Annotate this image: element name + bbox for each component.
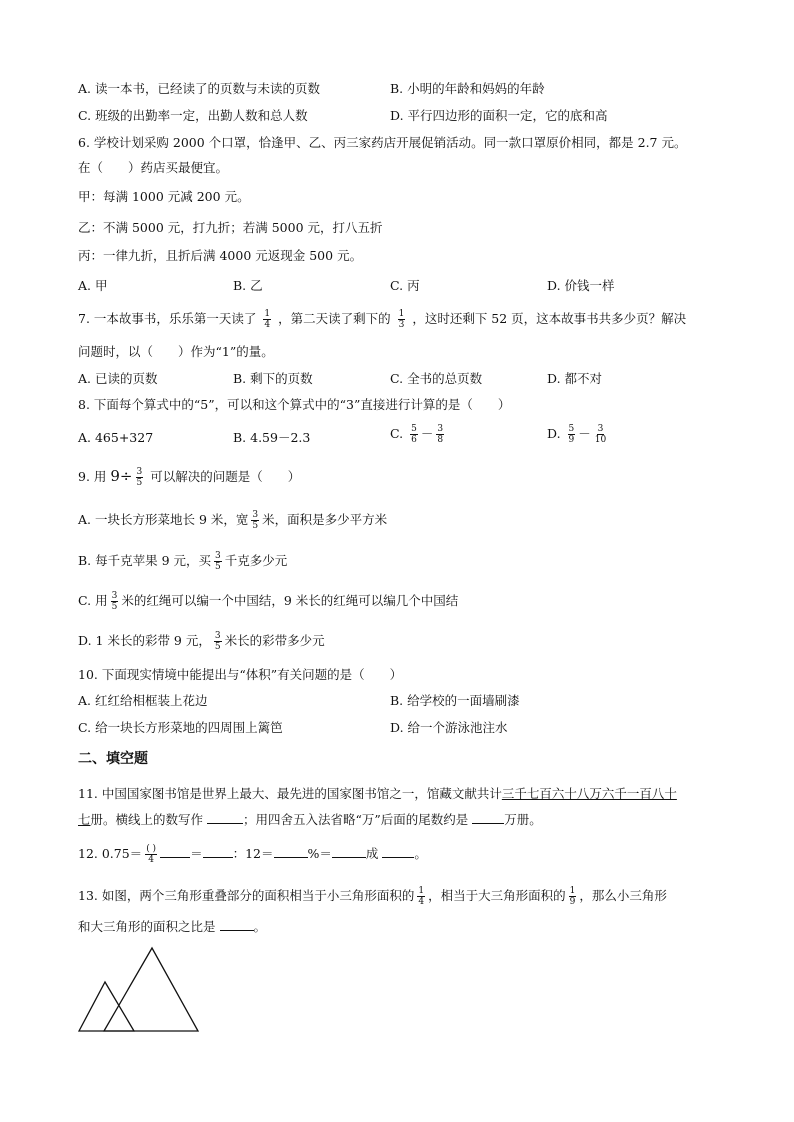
q9-expression: 9÷ <box>110 467 133 485</box>
q5-option-d: D. 平行四边形的面积一定，它的底和高 <box>390 108 608 123</box>
q7-text-3: ，这时还剩下 52 页，这本故事书共多少页？解决 <box>412 311 687 326</box>
q12-blank-1[interactable] <box>160 857 190 858</box>
q7-option-c: C. 全书的总页数 <box>390 371 483 386</box>
q6-option-b: B. 乙 <box>233 278 263 293</box>
q13-fraction-2: $\frac{1}{9}$ <box>569 886 576 907</box>
q13-fraction-1: $\frac{1}{4}$ <box>418 886 425 907</box>
q8-option-c: C. $\frac{5}{6}$ － $\frac{3}{8}$ <box>390 424 444 445</box>
overlapping-triangles-figure <box>74 944 204 1036</box>
q6-store-jia: 甲：每满 1000 元减 200 元。 <box>78 189 250 204</box>
q11-underlined-number: 三千七百六十八万六千一百八十 <box>501 786 677 801</box>
q9-a-fraction: $\frac{3}{5}$ <box>252 510 259 531</box>
q12-blank-4[interactable] <box>332 857 366 858</box>
q10-option-d: D. 给一个游泳池注水 <box>390 720 508 735</box>
q8-option-d: D. $\frac{5}{9}$ － $\frac{3}{10}$ <box>547 424 607 445</box>
q12-stem: 12. 0.75＝ $\frac{( )}{4}$ ＝ ：12＝ %＝ 成 。 <box>78 844 427 865</box>
q5-option-c: C. 班级的出勤率一定，出勤人数和总人数 <box>78 108 308 123</box>
q7-stem-line2: 问题时，以（ ）作为“1”的量。 <box>78 344 274 359</box>
q12-fraction: $\frac{( )}{4}$ <box>146 844 157 865</box>
q6-option-d: D. 价钱一样 <box>547 278 615 293</box>
q9-d-fraction: $\frac{3}{5}$ <box>214 631 221 652</box>
q7-option-a: A. 已读的页数 <box>78 371 158 386</box>
q11-stem-line2: 七册。横线上的数写作 ；用四舍五入法省略“万”后面的尾数约是 万册。 <box>78 812 542 827</box>
q13-answer-blank[interactable] <box>220 930 254 931</box>
q10-option-b: B. 给学校的一面墙刷漆 <box>390 693 520 708</box>
q6-store-bing: 丙：一律九折，且折后满 4000 元返现金 500 元。 <box>78 248 363 263</box>
q8-d-fraction-2: $\frac{3}{10}$ <box>594 424 607 445</box>
q9-fraction: $\frac{3}{5}$ <box>136 467 143 488</box>
large-triangle <box>104 948 198 1031</box>
q7-option-b: B. 剩下的页数 <box>233 371 313 386</box>
small-triangle <box>79 982 134 1031</box>
q6-stem-line1: 6. 学校计划采购 2000 个口罩，恰逢甲、乙、丙三家药店开展促销活动。同一款口罩原价相同，都是 2.7 元。 <box>78 135 687 150</box>
q7-text-1: 7. 一本故事书，乐乐第一天读了 <box>78 311 257 326</box>
q6-option-a: A. 甲 <box>78 278 108 293</box>
q12-blank-3[interactable] <box>274 857 308 858</box>
q9-stem: 9. 用 9÷ $\frac{3}{5}$ 可以解决的问题是（ ） <box>78 467 301 488</box>
q11-answer-blank-2[interactable] <box>472 823 504 824</box>
section-heading-fill-in: 二、填空题 <box>78 751 148 767</box>
q6-option-c: C. 丙 <box>390 278 420 293</box>
q6-store-yi: 乙：不满 5000 元，打九折；若满 5000 元，打八五折 <box>78 220 383 235</box>
q6-stem-line2: 在（ ）药店买最便宜。 <box>78 160 229 175</box>
q9-option-b: B. 每千克苹果 9 元，买 $\frac{3}{5}$ 千克多少元 <box>78 551 288 572</box>
q10-option-c: C. 给一块长方形菜地的四周围上篱笆 <box>78 720 283 735</box>
q8-c-fraction-2: $\frac{3}{8}$ <box>437 424 444 445</box>
q5-option-b: B. 小明的年龄和妈妈的年龄 <box>390 81 545 96</box>
q7-option-d: D. 都不对 <box>547 371 603 386</box>
q9-c-fraction: $\frac{3}{5}$ <box>111 591 118 612</box>
q9-option-a: A. 一块长方形菜地长 9 米，宽 $\frac{3}{5}$ 米，面积是多少平方米 <box>78 510 388 531</box>
q7-text-2: ，第二天读了剩下的 <box>278 311 391 326</box>
q9-option-c: C. 用 $\frac{3}{5}$ 米的红绳可以编一个中国结，9 米长的红绳可以编几个中国结 <box>78 591 459 612</box>
q9-option-d: D. 1 米长的彩带 9 元， $\frac{3}{5}$ 米长的彩带多少元 <box>78 631 325 652</box>
q9-b-fraction: $\frac{3}{5}$ <box>215 551 221 572</box>
q11-stem-line1: 11. 中国国家图书馆是世界上最大、最先进的国家图书馆之一，馆藏文献共计三千七百六十八万六千一百八十 <box>78 786 677 801</box>
q8-option-b: B. 4.59－2.3 <box>233 430 311 445</box>
q7-fraction-1: $\frac{1}{4}$ <box>264 309 271 330</box>
q5-option-a: A. 读一本书，已经读了的页数与未读的页数 <box>78 81 320 96</box>
q13-stem-line1: 13. 如图，两个三角形重叠部分的面积相当于小三角形面积的 $\frac{1}{4}$ ，相当于大三角形面积的 $\frac{1}{9}$ ，那么小三角形 <box>78 886 667 907</box>
q8-option-a: A. 465+327 <box>78 430 154 445</box>
q8-c-fraction-1: $\frac{5}{6}$ <box>411 424 417 445</box>
q10-stem: 10. 下面现实情境中能提出与“体积”有关问题的是（ ） <box>78 667 403 682</box>
q7-fraction-2: $\frac{1}{3}$ <box>398 309 405 330</box>
q7-stem-line1 <box>78 309 686 330</box>
q12-blank-2[interactable] <box>203 857 233 858</box>
q10-option-a: A. 红红给相框装上花边 <box>78 693 208 708</box>
q8-d-fraction-1: $\frac{5}{9}$ <box>568 424 575 445</box>
q8-stem: 8. 下面每个算式中的“5”，可以和这个算式中的“3”直接进行计算的是（ ） <box>78 397 511 412</box>
q11-answer-blank-1[interactable] <box>207 823 243 824</box>
q12-blank-5[interactable] <box>382 857 414 858</box>
q13-stem-line2: 和大三角形的面积之比是 。 <box>78 919 267 934</box>
